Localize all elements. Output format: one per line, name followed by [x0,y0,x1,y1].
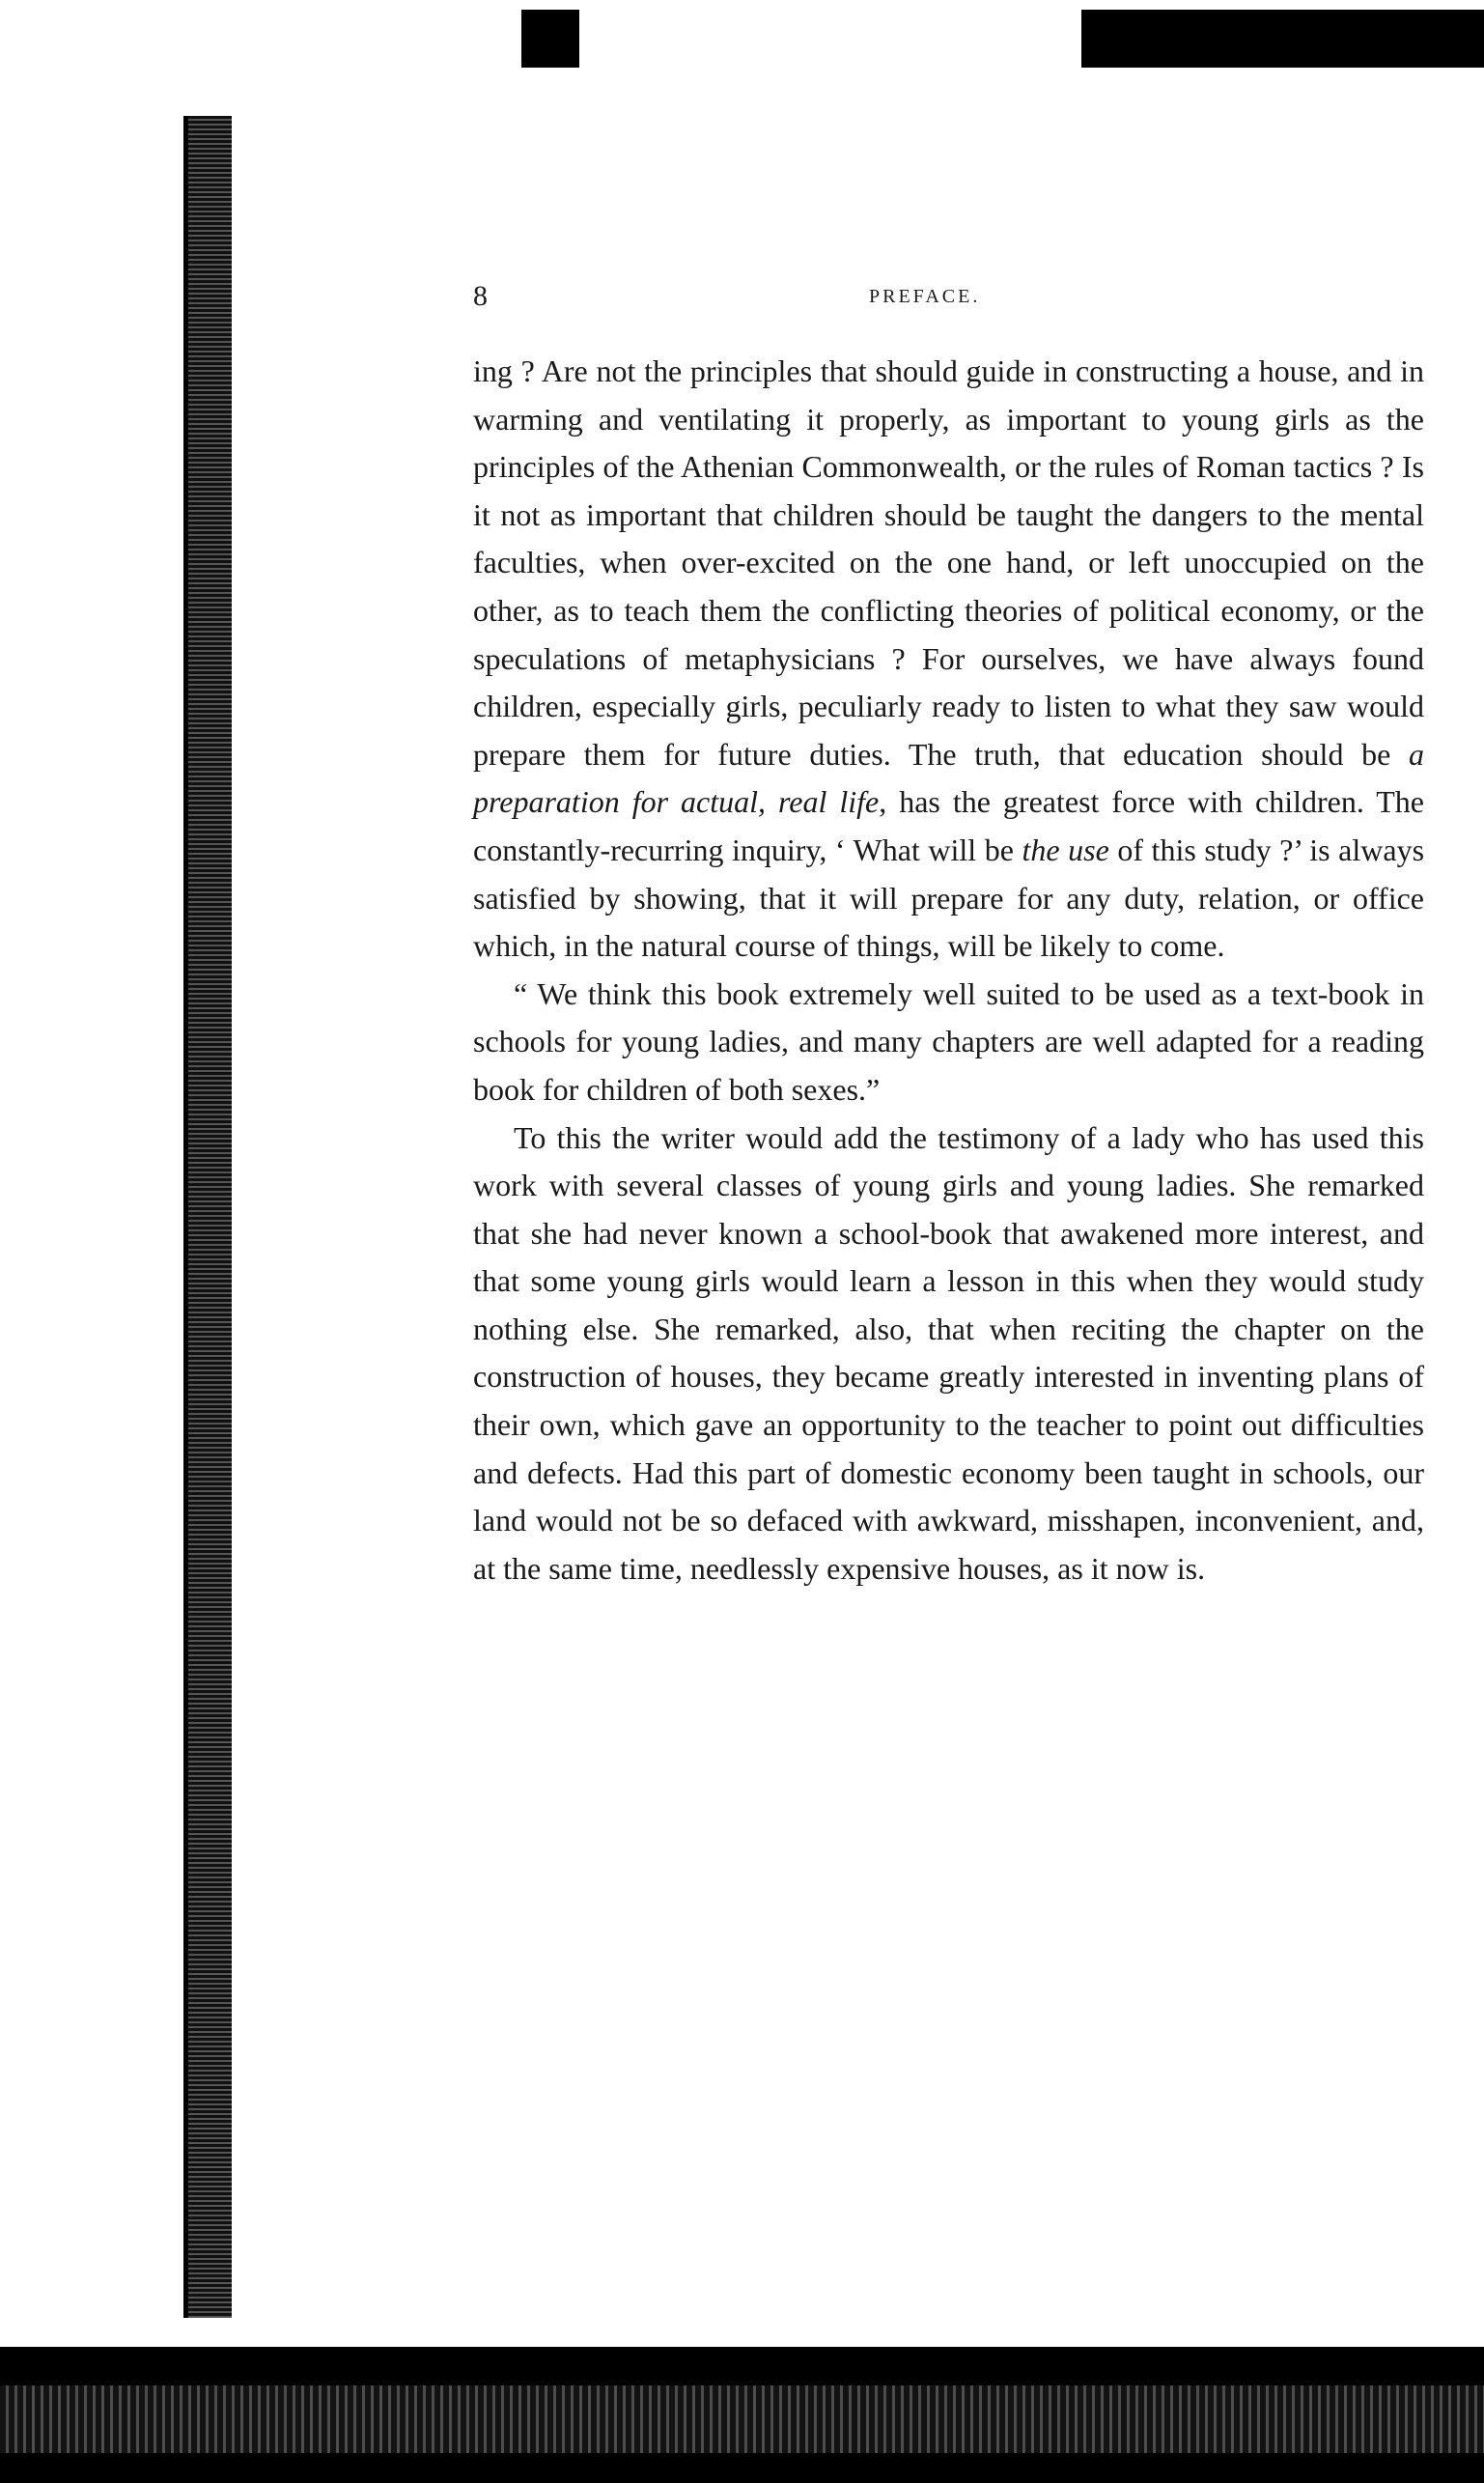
text-segment: ing ? Are not the principles that should guide in constructing a house, and in warming and ventilating it properly, as important to young girls as the principles of the Athenian Commonwealth, or the rules of Roman tactics ? Is it not as important that children should be taught the dangers to the mental faculties, when over-excited on the one hand, or left unoccupied on the other, as to teach them the conflicting theories of political economy, or the speculations of metaphysicians ? For ourselves, we have always found children, especially girls, peculiarly ready to listen to what they saw would prepare them for future duties. The truth, that education should be [473,353,1424,772]
page-number: 8 [473,280,488,312]
text-segment: of this study ?’ is always satisfied by showing, that it will prepare for any duty, relation, or office which, in the natural course of things, will be likely to come. [473,832,1425,964]
scan-border-top-left [0,0,521,116]
paragraph-3 [473,1115,1424,1594]
text-segment: “ We think this book extremely well suited to be used as a text-book in schools for young ladies, and many chapters are well adapted for a reading book for children of both sexes.” [473,975,1424,1107]
scan-margin-left [0,116,183,2395]
scan-noise-bottom [0,2385,1484,2453]
scan-border-top-gap [579,0,1081,68]
paragraph-1 [473,348,1424,971]
paragraph-2 [473,971,1424,1115]
text-segment: , has the greatest force with children. The constantly-recurring inquiry, ‘ What will be [473,784,1425,867]
page-header [473,280,1424,319]
italic-segment: the use [1022,832,1109,867]
text-segment: To this the writer would add the testimony of a lady who has used this work with several classes of young girls and young ladies. She remarked that she had never known a school-book that awakened more interest, and that some young girls would learn a lesson in this when they would study nothing else. She remarked, also, that when reciting the chapter on the construction of houses, they became greatly interested in inventing plans of their own, which gave an opportunity to the teacher to point out difficulties and defects. Had this part of domestic economy been taught in schools, our land would not be so defaced with awkward, misshapen, inconvenient, and, at the same time, needlessly expensive houses, as it now is. [473,1119,1424,1586]
running-head: PREFACE. [869,286,981,307]
italic-segment: a preparation for actual, real life [473,736,1424,820]
body-text [473,348,1424,1593]
